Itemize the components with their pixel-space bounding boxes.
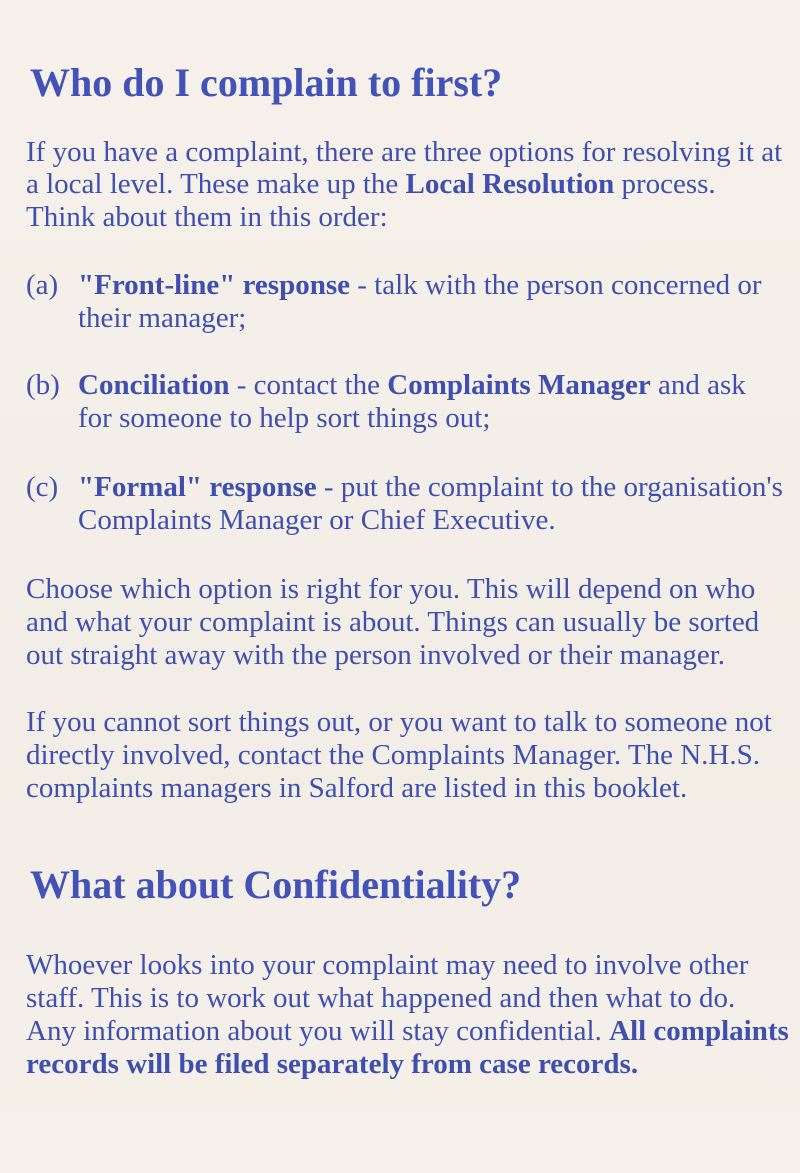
para3-line-2: directly involved, contact the Complaints Manager. The N.H.S. (26, 739, 760, 771)
all-complaints-emphasis: All complaints (609, 1015, 789, 1047)
intro-line-1: If you have a complaint, there are three options for resolving it at (26, 136, 783, 168)
option-b-title: Conciliation (78, 369, 230, 401)
intro-line-2c: process. (614, 168, 716, 200)
intro-line-2a: a local level. These make up the (26, 168, 406, 200)
heading-confidentiality: What about Confidentiality? (30, 862, 522, 907)
local-resolution-term: Local Resolution (405, 168, 615, 200)
para4-line-1: Whoever looks into your complaint may need to involve other (26, 949, 749, 981)
heading-who-to-complain: Who do I complain to first? (30, 60, 503, 105)
para2-line-1: Choose which option is right for you. This will depend on who (26, 573, 756, 605)
option-b-label: (b) (26, 369, 60, 401)
option-c-line-2: Complaints Manager or Chief Executive. (78, 504, 556, 536)
option-a-label: (a) (26, 269, 59, 301)
option-b-line-2: for someone to help sort things out; (78, 402, 491, 434)
intro-line-3: Think about them in this order: (26, 201, 388, 233)
para4-line-2: staff. This is to work out what happened and then what to do. (26, 982, 736, 1014)
complaints-manager-term: Complaints Manager (387, 369, 651, 401)
option-a-desc: - talk with the person concerned or (350, 269, 762, 301)
para4-line-4: records will be filed separately from case records. (26, 1048, 639, 1080)
option-c-title: "Formal" response (78, 471, 317, 503)
option-a-title: "Front-line" response (78, 269, 350, 301)
para4-line-3a: Any information about you will stay confidential. (26, 1015, 610, 1047)
option-a-line-2: their manager; (78, 302, 247, 334)
option-b-desc-b: and ask (650, 369, 746, 401)
option-c-desc: - put the complaint to the organisation's (316, 471, 783, 503)
option-b-desc-a: - contact the (229, 369, 388, 401)
option-c-label: (c) (26, 471, 59, 503)
para2-line-3: out straight away with the person involved or their manager. (26, 639, 726, 671)
para2-line-2: and what your complaint is about. Things can usually be sorted (26, 606, 760, 638)
para3-line-1: If you cannot sort things out, or you want to talk to someone not (26, 706, 772, 738)
para3-line-3: complaints managers in Salford are listed in this booklet. (26, 772, 688, 804)
